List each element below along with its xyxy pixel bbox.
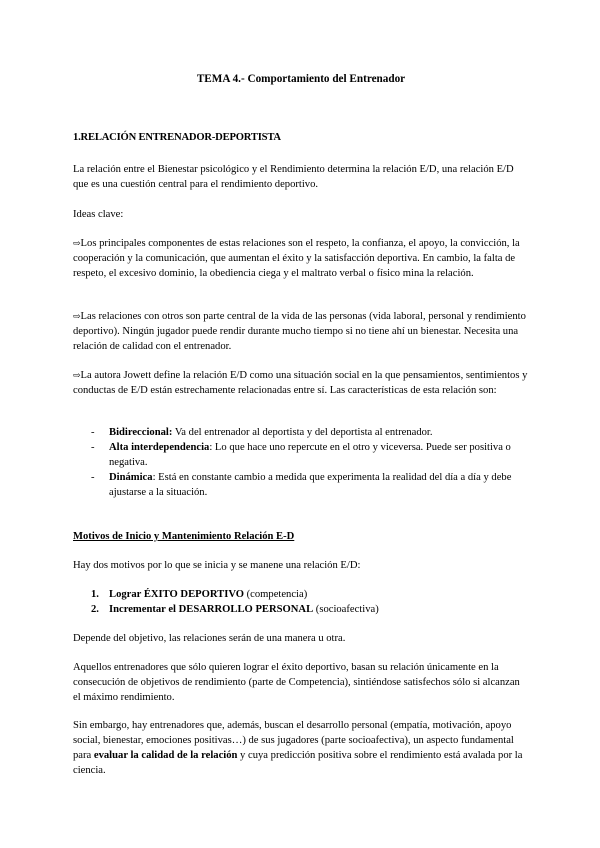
key-idea-3-text: La autora Jowett define la relación E/D como una situación social en la que pensamientos, sentimientos y conductas de E/D están estrechamente relacionadas entre sí. Las características de esta relación son: [73, 370, 528, 396]
ideas-label: Ideas clave: [73, 209, 124, 220]
motive-item: 1. Lograr ÉXITO DEPORTIVO (competencia) [91, 589, 308, 600]
motive-item: 2. Incrementar el DESARROLLO PERSONAL (socioafectiva) [91, 604, 379, 615]
key-idea-1 [73, 236, 529, 281]
motive-term: Incrementar el DESARROLLO PERSONAL [109, 604, 314, 615]
intro-paragraph: La relación entre el Bienestar psicológico y el Rendimiento determina la relación E/D, una relación E/D que es una cuestión central para el rendimiento deportivo. [73, 164, 514, 190]
key-idea-3 [73, 368, 529, 398]
paragraph-emphasis: evaluar la calidad de la relación [93, 750, 238, 761]
section-heading-relacion: 1.RELACIÓN ENTRENADOR-DEPORTISTA [73, 132, 281, 143]
characteristic-text: : Está en constante cambio a medida que experimenta la realidad del día a día y debe ajustarse a la situación. [109, 472, 512, 498]
page-title: TEMA 4.- Comportamiento del Entrenador [196, 73, 406, 85]
paragraph-socioafectiva-text: Sin embargo, hay entrenadores que, además, buscan el desarrollo personal (empatía, motivación, apoyo social, bienestar, emociones positivas…) de sus jugadores (parte socioafectiva), un aspecto fundamental para [73, 720, 514, 761]
characteristic-item: - Alta interdependencia: Lo que hace uno repercute en el otro y viceversa. Puede ser positiva o negativa. [91, 442, 511, 468]
key-idea-2 [73, 309, 529, 354]
characteristic-item: - Dinámica: Está en constante cambio a medida que experimenta la realidad del día a día y debe ajustarse a la situación. [91, 472, 512, 498]
arrow-icon: ⇨ [73, 311, 81, 321]
key-idea-1-text: Los principales componentes de estas relaciones son el respeto, la confianza, el apoyo, la convicción, la cooperación y la comunicación, que aumentan el éxito y la satisfacción deportiva. En cambio, la falta de respeto, el excesivo dominio, la obediencia ciega y el maltrato verbal o físico mina la relación. [73, 238, 520, 279]
characteristics-list [73, 425, 529, 500]
characteristic-term: Alta interdependencia [109, 442, 210, 453]
motives-list [73, 587, 529, 617]
characteristic-term: Dinámica [109, 472, 153, 483]
section-heading-motivos: Motivos de Inicio y Mantenimiento Relación E-D [73, 531, 295, 542]
characteristic-text: Va del entrenador al deportista y del deportista al entrenador. [172, 427, 433, 438]
motive-term: Lograr ÉXITO DEPORTIVO [109, 589, 244, 600]
arrow-icon: ⇨ [73, 238, 81, 248]
motive-text: (competencia) [244, 589, 308, 600]
characteristic-text: : Lo que hace uno repercute en el otro y viceversa. Puede ser positiva o negativa. [109, 442, 511, 468]
paragraph-socioafectiva [73, 718, 529, 778]
motive-text: (socioafectiva) [313, 604, 379, 615]
motives-intro: Hay dos motivos por lo que se inicia y se manene una relación E/D: [73, 560, 361, 571]
key-idea-2-text: Las relaciones con otros son parte central de la vida de las personas (vida laboral, personal y rendimiento deportivo). Ningún jugador puede rendir durante mucho tiempo si no tiene ahí un bienestar. Necesita una relación de calidad con el entrenador. [73, 311, 526, 352]
characteristic-term: Bidireccional: [109, 427, 173, 438]
paragraph-competencia: Aquellos entrenadores que sólo quieren lograr el éxito deportivo, basan su relación únicamente en la consecución de objetivos de rendimiento (parte de Competencia), sintiéndose satisfechos sólo si alcanzan el máximo rendimiento. [73, 662, 520, 703]
characteristic-item: - Bidireccional: Va del entrenador al deportista y del deportista al entrenador. [91, 427, 433, 438]
paragraph-socioafectiva-tail: y cuya predicción positiva sobre el rendimiento está avalada por la ciencia. [73, 750, 523, 776]
depends-paragraph: Depende del objetivo, las relaciones serán de una manera u otra. [73, 633, 346, 644]
arrow-icon: ⇨ [73, 370, 81, 380]
